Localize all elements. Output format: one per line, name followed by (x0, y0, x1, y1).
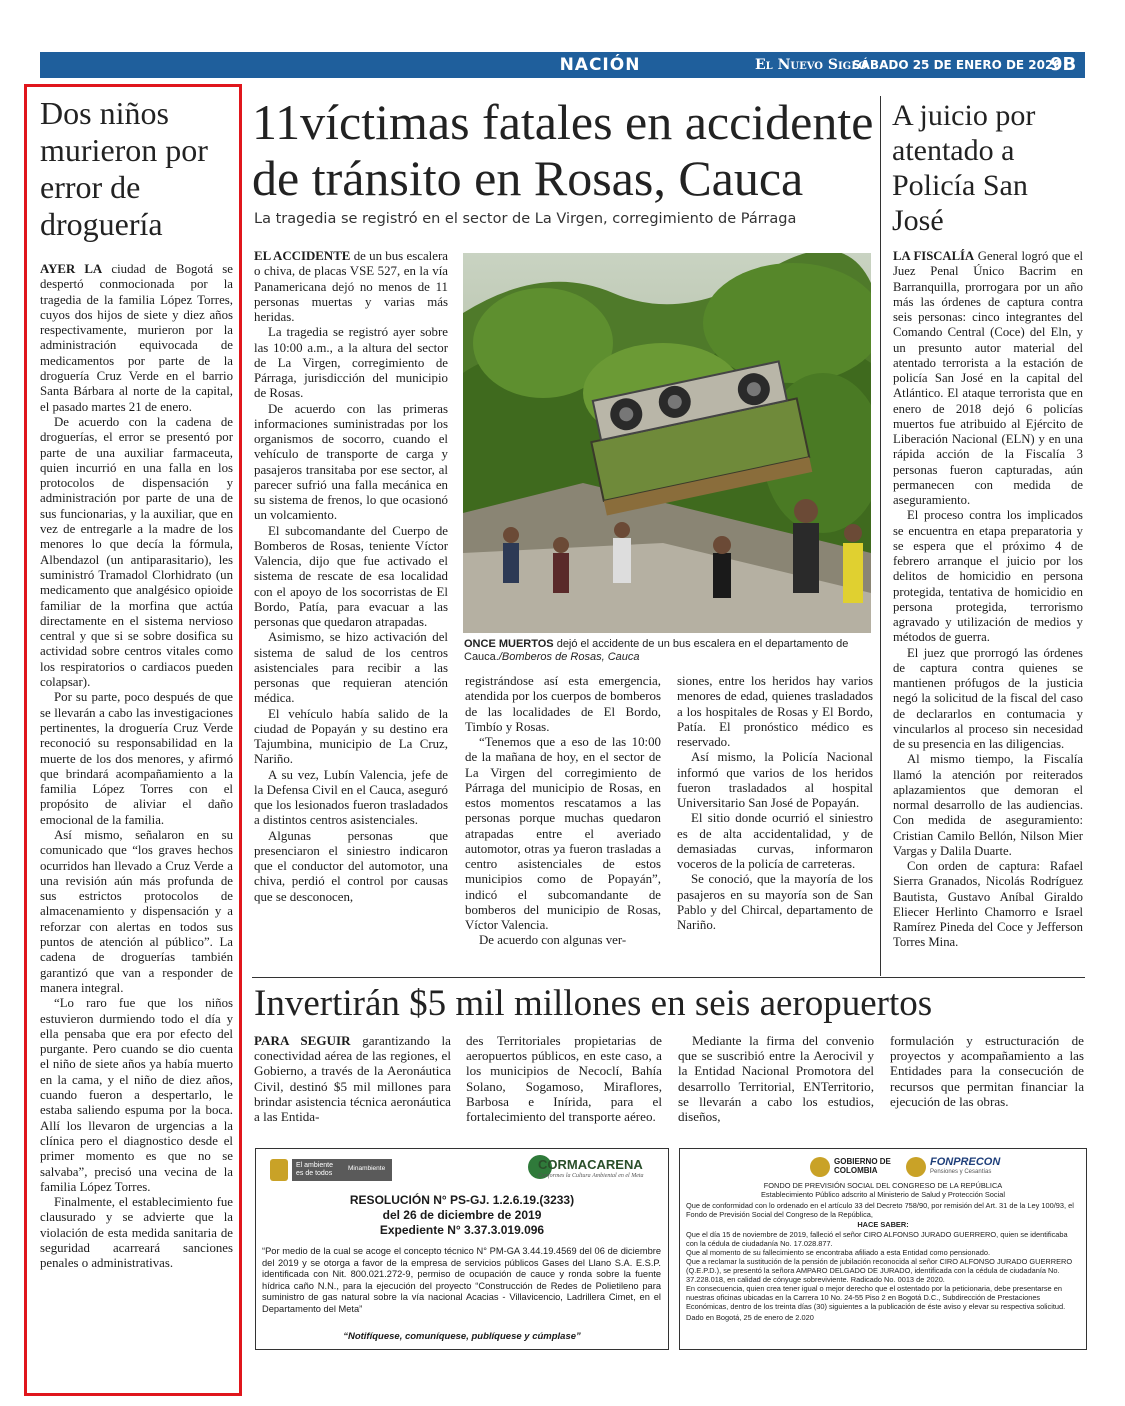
resolution-title (256, 1193, 668, 1238)
accident-photo-illustration (463, 253, 871, 633)
notice-body (686, 1201, 1080, 1322)
resolution-closing: “Notifíquese, comuníquese, publíquese y cúmplase” (343, 1331, 581, 1342)
airport-paragraph-1 (254, 1033, 451, 1124)
main-paragraph-8: Algunas personas que presenciaron el siniestro indicaron que el conductor del automotor, una chiva, perdió el control por causas que se desconocen, (254, 828, 448, 904)
left-paragraph-1-text: ciudad de Bogotá se despertó conmocionada por la tragedia de la familia López Torres, cuyos dos hijos de siete y diez años respectivamente, murieron por la administración equivocada de medicamentos por parte de la droguería Cruz Verde en el barrio Santa Bárbara al norte de la capital, el pasado martes 21 de enero. (40, 262, 233, 414)
airport-lead: PARA SEGUIR (254, 1033, 351, 1048)
main-paragraph-1 (254, 249, 448, 325)
left-paragraph-4: Así mismo, señalaron en su comunicado que “los graves hechos ocurridos han llevado a Cruz Verde a una revisión aún más profunda de sus estrictos protocolos de almacenamiento y dispensación y a reforzar con alertas en todos sus puntos de atención al público”. La cadena de droguerías también garantizó que van a responder de manera integral. (40, 827, 233, 995)
main-col2-paragraph-1: registrándose así esta emergencia, atendida por los cuerpos de bomberos de las localidades de El Bordo, Timbío y Rosas. (465, 674, 661, 734)
airport-column-4 (890, 1033, 1084, 1109)
resolution-number: RESOLUCIÓN N° PS-GJ. 1.2.6.19.(3233) (349, 1193, 575, 1207)
left-paragraph-3: Por su parte, poco después de que se llevarán a cabo las investigaciones pertinentes, la droguería Cruz Verde reconoció su responsabilidad en la muerte de los dos menores, y afirmó que brindará acompañamiento a la familia López Torres con el propósito de aliviar el daño emocional de la familia. (40, 690, 233, 827)
left-paragraph-5: “Lo raro fue que los niños estuvieron durmiendo todo el día y ella pensaba que era por efecto del purgante. Pero cuando se dio cuenta el niño de siete años ya había muerto en la cama, y el niño de diez años, cuando fueron a despertarlo, le estaba saliendo espuma por la boca. Allí los llevaron de urgencias a la clínica pero el diagnostico desde el primer momento es que no se salvaba”, precisó una vecina de la familia López Torres. (40, 996, 233, 1194)
left-headline: Dos niños murieron por error de droguería (40, 95, 208, 242)
masthead: El Nuevo Siglo (755, 57, 867, 73)
fonprecon-name: FONDO DE PREVISIÓN SOCIAL DEL CONGRESO DE LA REPÚBLICA (763, 1181, 1003, 1190)
main-col2-paragraph-2: “Tenemos que a eso de las 10:00 de la mañana de hoy, en el sector de La Virgen del corregimiento de Párraga del municipio de Rosas, en estos momentos rescatamos a las personas porque muchas quedaron atrapadas entre el averiado automotor, otras ya fueron trasladas a centro asistenciales de estos municipios como de Popayán”, indicó el subcomandante de bomberos del municipio de Rosas, Víctor Valencia. (465, 735, 661, 932)
left-paragraph-2: De acuerdo con la cadena de droguerías, el error se presentó por parte de una auxiliar farmaceuta, quien incurrió en una falla en los protocolos de dispensación y administración por parte de una de sus funcionarias, y la auxiliar, que en vez de entregarle a la madre de los menores lo que decía la fórmula, Albendazol (un antiparasitario), les suministró Tramadol Clorhidrato (un medicamento que analgésico opioide familiar de la morfina que actúa directamente en el sistema nervioso central y que si se sobre dosifica su actividad sobre centros vitales como los respiratorios o cardiacos pueden colapsar). (40, 414, 233, 690)
resolution-text: “Por medio de la cual se acoge el concepto técnico N° PM-GA 3.44.19.4569 del 06 de diciembre del 2019 y se otorga a favor de la empresa de servicios públicos Gases del Llano S.A. E.S.P. identificada con Nit. 800.021.272-9, permiso de ocupación de cauce y ronda sobre la fuente hídrica caño N.N., para la ejecución del proyecto “Construcción de Redes de Polietileno para suministro de gas natural sobre la vía nacional Acacias - Villavicencio, Ladrillera Cimet, en el Departamento del Meta” (262, 1246, 661, 1314)
main-paragraph-4: El subcomandante del Cuerpo de Bomberos de Rosas, teniente Víctor Valencia, dijo que fue activado el sistema de rescate de esa localidad con el apoyo de los socorristas de El Bordo, Patía, para evacuar a las personas que quedaron atrapadas. (254, 523, 448, 629)
legal-notice-cormacarena (255, 1148, 669, 1350)
logo1-line-b: es de todos (296, 1170, 333, 1177)
right-paragraph-2: El proceso contra los implicados se encuentra en etapa preparatoria y se espera que el próximo 4 de febrero arranque el juicio por los delitos de homicidio en persona protegida, tentativa de homicidio en persona protegida, terrorismo agravado y utilización de medios y métodos de guerra. (893, 508, 1083, 645)
left-paragraph-6: Finalmente, el establecimiento fue clausurado y se advierte que la violación de esta medida sanitaria de seguridad acarreará sanciones penales o administrativas. (40, 1195, 233, 1271)
main-column-2 (465, 674, 661, 949)
section-label: NACIÓN (559, 55, 641, 75)
main-col3-paragraph-3: El sitio donde ocurrió el siniestro es de alta accidentalidad, y de demasiadas curvas, informaron voceros de la policía de carreteras. (677, 811, 873, 871)
right-paragraph-1 (893, 249, 1083, 508)
accident-photo (463, 253, 871, 633)
minambiente-logo (292, 1159, 392, 1181)
main-col2-paragraph-3: De acuerdo con algunas ver- (479, 933, 627, 948)
notice-paragraph-2: Que el día 15 de noviembre de 2019, falleció el señor CIRO ALFONSO JURADO GUERRERO, quien se identificaba con la cédula de ciudadanía No. 17.028.877. (686, 1230, 1068, 1248)
cormacarena-logo: CORMACARENA (538, 1157, 643, 1172)
left-lead: AYER LA (40, 262, 103, 276)
photo-credit: /Bomberos de Rosas, Cauca (498, 651, 640, 663)
gobierno-logo: GOBIERNO DE COLOMBIA (834, 1157, 891, 1175)
notice-paragraph-3: Que al momento de su fallecimiento se encontraba afiliado a esta Entidad como pensionado. (686, 1248, 991, 1257)
airport-paragraph-1-text: garantizando la conectividad aérea de las regiones, el Gobierno, a través de la Aeronáutica Civil, destinó $5 mil millones para brindar asistencia técnica aeronáutica a las Entida- (254, 1033, 451, 1125)
main-paragraph-5: Asimismo, se hizo activación del sistema de salud de los centros asistenciales para recibir a las personas que requieran atención médica. (254, 630, 448, 706)
expedient-number: Expediente N° 3.37.3.019.096 (379, 1223, 545, 1237)
main-headline-line-1: 11víctimas fatales en accidente (252, 94, 874, 150)
notice-date: Dado en Bogotá, 25 de enero de 2.020 (686, 1313, 814, 1322)
main-col3-paragraph-2: Así mismo, la Policía Nacional informó que varios de los heridos fueron trasladados al hospital Universitario San José de Popayán. (677, 750, 873, 810)
main-paragraph-3: De acuerdo con las primeras informaciones suministradas por los organismos de socorro, cuando el vehículo de transporte de carga y pasajeros transitaba por ese sector, al parecer sufrió una falla mecánica en su sistema de frenos, lo que ocasionó un volcamiento. (254, 401, 448, 523)
main-col3-paragraph-1: siones, entre los heridos hay varios menores de edad, quienes trasladados a los hospitales de Rosas y El Bordo, Patía. El pronóstico médico es reservado. (677, 674, 873, 749)
cormacarena-tagline: Conformes la Cultura Ambiental en el Meta (538, 1173, 644, 1179)
main-subhead: La tragedia se registró en el sector de La Virgen, corregimiento de Párraga (254, 211, 797, 227)
right-paragraph-4: Al mismo tiempo, la Fiscalía llamó la atención por reiterados aplazamientos que demoran el normal desarrollo de las audiencias. Con medida de aseguramiento: Cristian Camilo Bellón, Nilson Mier Vargas y Dalila Duarte. (893, 752, 1083, 858)
logo1-line-c: Minambiente (348, 1165, 386, 1172)
notice-paragraph-4: Que a reclamar la sustitución de la pensión de jubilación reconocida al señor CIRO ALFONSO JURADO GUERRERO (Q.E.P.D.), se presentó la señora AMPARO DELGADO DE JURADO, identificada con la cédula de ciudadanía No. 37.228.018, en calidad de cónyuge sobreviviente. Radicado No. 0013 de 2020. (686, 1257, 1073, 1284)
main-paragraph-1-text: de un bus escalera o chiva, de placas VSE 527, en la vía Panamericana dejó no menos de 11 personas muertas y varias más heridas. (254, 249, 448, 324)
colombia-crest-icon (270, 1159, 288, 1181)
caption-lead: ONCE MUERTOS (464, 638, 554, 650)
right-headline: A juicio por atentado a Policía San José (892, 99, 1036, 237)
notice-paragraph-5: En consecuencia, quien crea tener igual o mejor derecho que el ostentado por la peticionaria, debe presentarse en nuestras oficinas ubicadas en la Carrera 10 No. 24-55 Piso 2 en Bogotá D.C., Subdirección de Prestaciones Económicas, dentro de los treinta días (30) siguientes a la publicación de éste aviso y elevar su respectiva solicitud. (686, 1284, 1066, 1311)
main-paragraph-2: La tragedia se registró ayer sobre las 10:00 a.m., a la altura del sector de La Virgen, corregimiento de Párraga, jurisdicción del municipio de Rosas. (254, 325, 448, 401)
airport-paragraph-3: Mediante la firma del convenio que se suscribió entre la Aerocivil y la Entidad Nacional Promotora del desarrollo Territorial, ENTerritorio, se llevarán a cabo los estudios, diseños, (678, 1033, 874, 1125)
column-divider (880, 96, 881, 976)
fonprecon-crest-icon (906, 1157, 926, 1177)
fonprecon-tagline: Pensiones y Cesantías (930, 1169, 992, 1175)
right-paragraph-1-text: General logró que el Juez Penal Único Bacrim en Barranquilla, prorrogara por un año más las órdenes de captura contra seis personas: cinco integrantes del Comando Central (Coce) del Eln, y un presunto autor material del atentado terrorista a la estación de policía San José en la capital del Atlántico. El ataque terrorista que en enero de 2018 dejó 6 policías muertos fue atribuido al Ejército de Liberación Nacional (ELN) y en una rápida acción de la Fiscalía 3 personas fueron capturadas, aún permanecen con medida de aseguramiento. (893, 249, 1083, 507)
airport-paragraph-4: formulación y estructuración de proyectos y acompañamiento a las Entidades para la consecución de recursos que permitan financiar la ejecución de las obras. (890, 1033, 1084, 1109)
gobierno-crest-icon (810, 1157, 830, 1177)
right-paragraph-3: El juez que prorrogó las órdenes de captura contra quienes se mantienen prófugos de la justicia negó la solicitud de la fiscal del caso de declararlos en contumacia y vincularlos al proceso sin necesidad de su presencia en las diligencias. (893, 645, 1083, 751)
right-article-body (893, 249, 1083, 951)
main-paragraph-6: El vehículo había salido de la ciudad de Popayán y su destino era Tajumbina, municipio de La Cruz, Nariño. (254, 706, 448, 767)
main-column-1 (254, 249, 448, 905)
main-col3-paragraph-4: Se conoció, que la mayoría de los pasajeros en su mayoría son de San Pablo y del Chircal, departamento de Nariño. (677, 872, 873, 932)
main-headline-line-2: de tránsito en Rosas, Cauca (252, 150, 804, 206)
right-lead: LA FISCALÍA (893, 249, 975, 263)
airport-column-3 (678, 1033, 874, 1124)
fonprecon-subtitle: Establecimiento Público adscrito al Ministerio de Salud y Protección Social (760, 1190, 1005, 1199)
page-number: 9B (1050, 54, 1077, 75)
airport-paragraph-2: des Territoriales propietarias de aeropuertos públicos, en este caso, a los municipios de Necoclí, Bahía Solano, Sogamoso, Miraflores, Barbosa e Inírida, para el fortalecimiento del transporte aéreo. (466, 1033, 662, 1125)
left-paragraph-1 (40, 262, 233, 415)
section-header-band (40, 52, 1085, 78)
issue-date: SÁBADO 25 DE ENERO DE 2020 (852, 58, 1062, 72)
right-paragraph-5: Con orden de captura: Rafael Sierra Granados, Nicolás Rodríguez Bautista, Gustavo Aníbal Giraldo Eliecer Herlinto Chamorro e Israel Ramírez Pineda del Coce y Jefferson Torres Mina. (893, 859, 1083, 950)
photo-caption (464, 638, 874, 664)
main-column-3 (677, 674, 873, 933)
airport-column-2 (466, 1033, 662, 1124)
logo1-line-a: El ambiente (296, 1162, 333, 1169)
airport-headline: Invertirán $5 mil millones en seis aeropuertos (254, 983, 933, 1024)
notice-paragraph-1: Que de conformidad con lo ordenado en el artículo 33 del Decreto 758/90, por remisión del Art. 31 de la Ley 100/93, el Fondo de Previsión Social del Congreso de la República, (686, 1201, 1074, 1219)
main-paragraph-7: A su vez, Lubín Valencia, jefe de la Defensa Civil en el Cauca, aseguró que los lesionados fueron trasladados a distintos centros asistenciales. (254, 767, 448, 828)
resolution-date: del 26 de diciembre de 2019 (382, 1208, 542, 1222)
left-article-body (40, 262, 233, 1272)
airport-column-1 (254, 1033, 451, 1124)
caption-text: dejó el accidente de un bus escalera en el departamento de Cauca. (464, 638, 849, 663)
story-divider (252, 977, 1085, 978)
legal-notice-fonprecon (679, 1148, 1087, 1350)
main-lead: EL ACCIDENTE (254, 249, 351, 263)
notice-hace-saber: HACE SABER: (857, 1220, 909, 1229)
fonprecon-logo: FONPRECON (930, 1156, 1001, 1168)
